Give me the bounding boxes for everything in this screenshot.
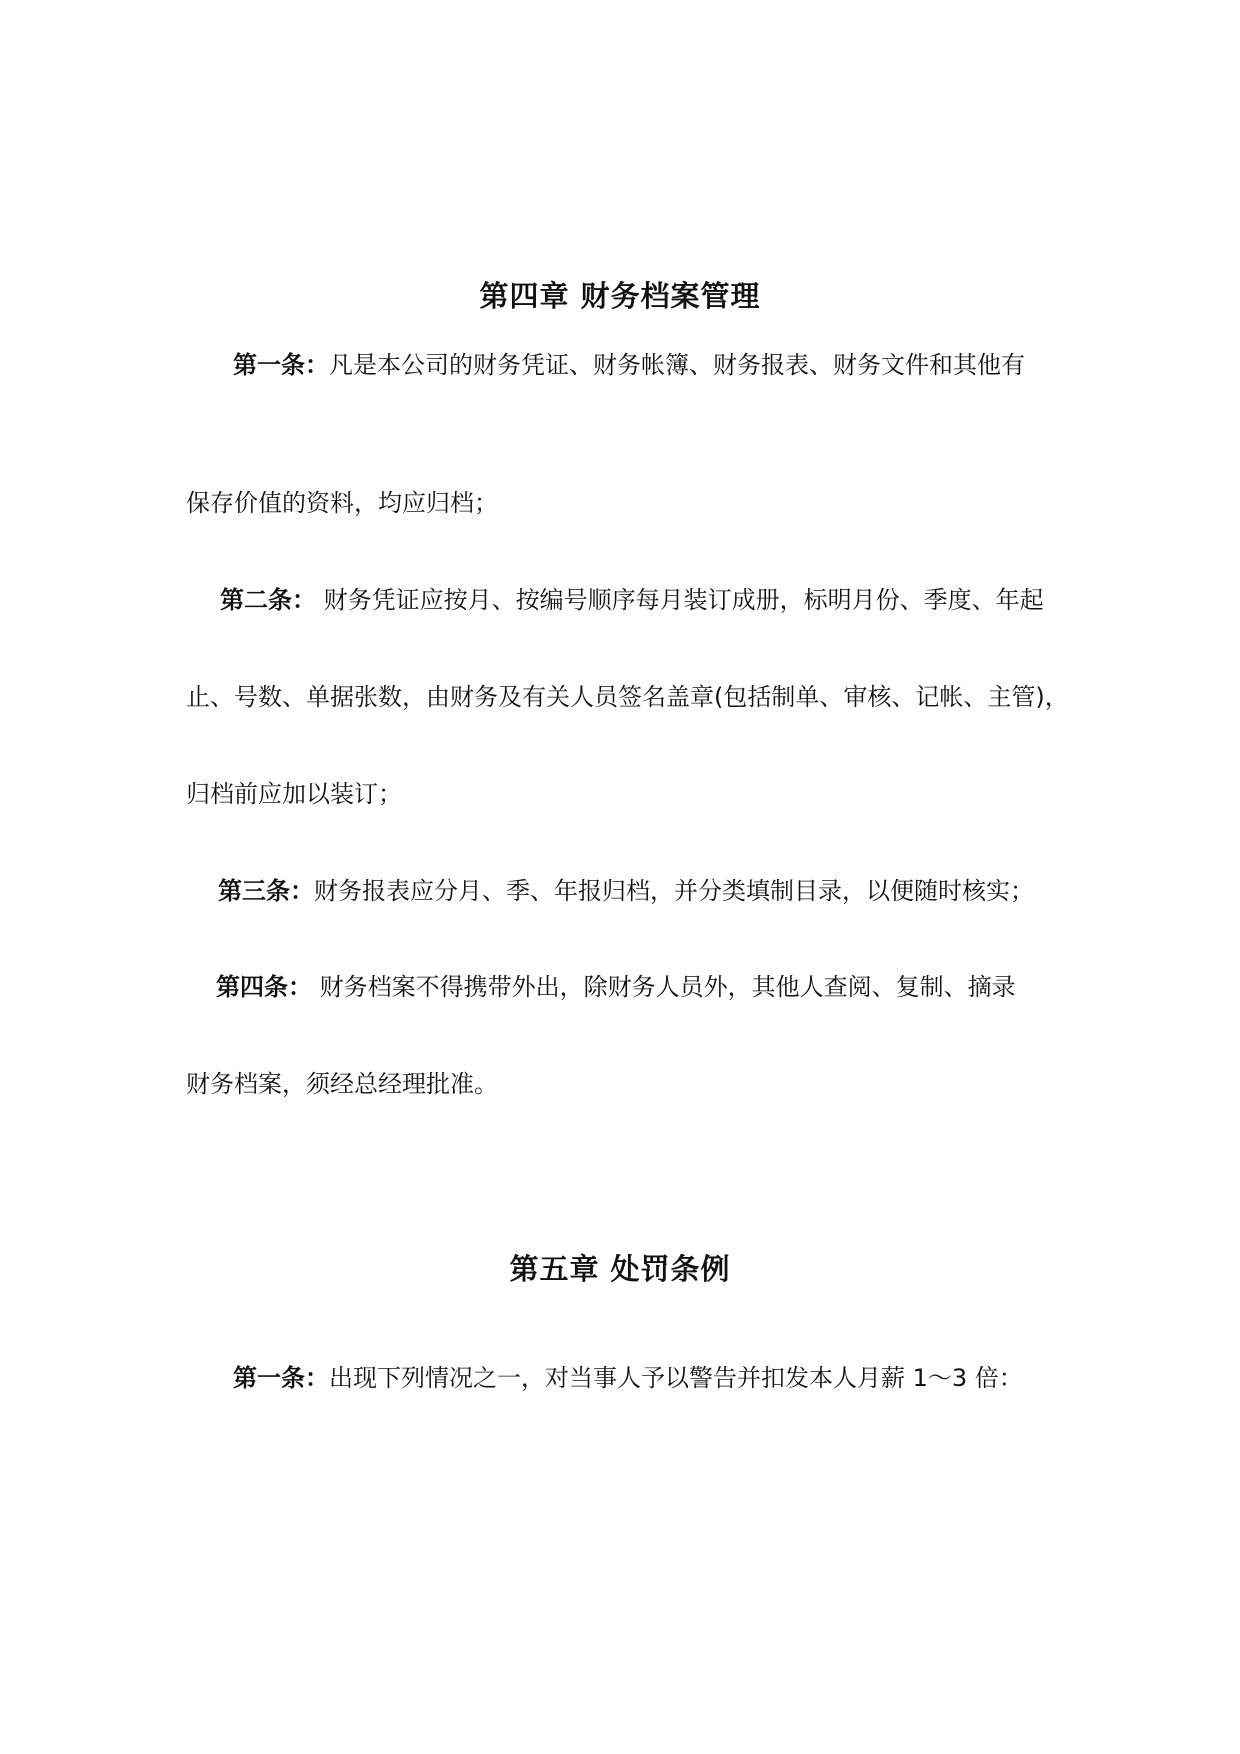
ch4-article-2-label: 第二条：	[220, 586, 316, 614]
ch5-article-1-line-1	[233, 1366, 1023, 1390]
ch4-article-3-label: 第三条：	[218, 877, 314, 905]
ch4-article-4-text-1: 财务档案不得携带外出，除财务人员外，其他人查阅、复制、摘录	[312, 973, 1016, 1001]
ch4-article-1-label: 第一条：	[233, 351, 329, 379]
ch4-article-3-line-1	[218, 879, 1034, 903]
ch4-article-3-text-1: 财务报表应分月、季、年报归档，并分类填制目录，以便随时核实；	[314, 877, 1034, 905]
chapter-5-title: 第五章 处罚条例	[509, 1252, 731, 1286]
ch4-article-2-line-1	[220, 588, 1044, 612]
ch4-article-4-line-2: 财务档案，须经总经理批准。	[186, 1070, 498, 1098]
ch4-article-2-text-1: 财务凭证应按月、按编号顺序每月装订成册，标明月份、季度、年起	[316, 586, 1044, 614]
ch4-article-1-line-2: 保存价值的资料，均应归档；	[186, 489, 498, 517]
ch4-article-4-label: 第四条：	[216, 973, 312, 1001]
chapter-4-title: 第四章 财务档案管理	[479, 279, 761, 313]
ch4-article-4-line-1	[216, 975, 1016, 999]
ch4-article-1-line-1	[233, 353, 1025, 377]
ch4-article-2-line-2: 止、号数、单据张数，由财务及有关人员签名盖章(包括制单、审核、记帐、主管)，	[186, 683, 1069, 711]
ch5-article-1-text-1: 出现下列情况之一，对当事人予以警告并扣发本人月薪 1～3 倍：	[329, 1364, 1023, 1392]
ch4-article-2-line-3: 归档前应加以装订；	[186, 780, 402, 808]
ch5-article-1-label: 第一条：	[233, 1364, 329, 1392]
ch4-article-1-text-1: 凡是本公司的财务凭证、财务帐簿、财务报表、财务文件和其他有	[329, 351, 1025, 379]
